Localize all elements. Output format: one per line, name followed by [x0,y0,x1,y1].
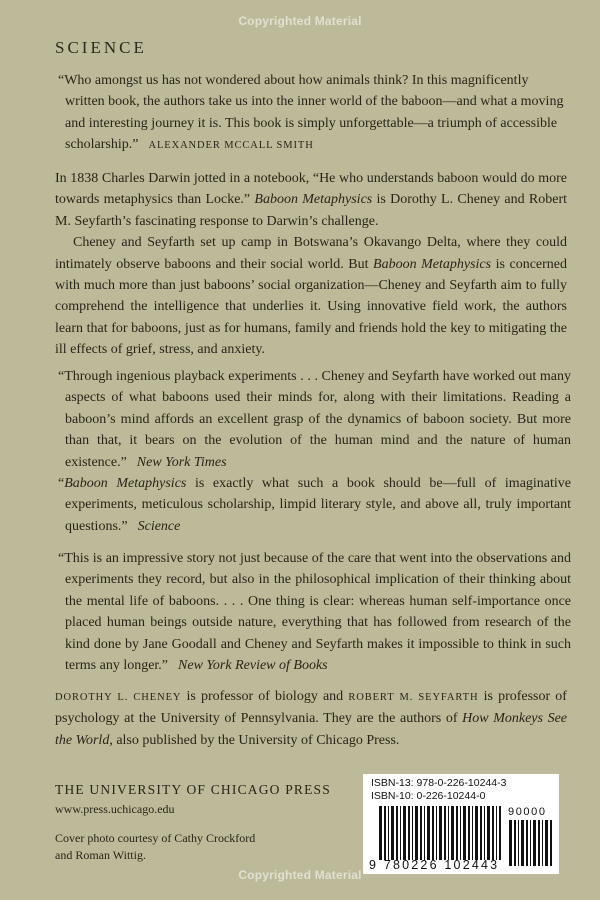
barcode-bar [463,806,466,860]
quote-attribution: ALEXANDER MCCALL SMITH [148,140,314,152]
barcode-bar [460,806,461,860]
barcode-bar [444,806,446,860]
bio-text: is professor of biology and [181,689,349,704]
isbn-13: ISBN-13: 978-0-226-10244-3 [371,777,507,789]
blurb-quote-3 [58,473,571,537]
author-name: ROBERT M. SEYFARTH [348,692,479,703]
barcode-bar [499,806,501,860]
author-bio [55,686,567,751]
description-paragraph-2 [55,232,567,360]
barcode-bar [496,806,497,860]
barcode-bar [492,806,494,860]
author-name: DOROTHY L. CHENEY [55,692,182,703]
barcode-bar [432,806,434,860]
publisher-name: THE UNIVERSITY OF CHICAGO PRESS [55,782,331,797]
barcode-bar [391,806,394,860]
barcode-bar [533,820,536,866]
barcode-bar [468,806,470,860]
barcode-bar [403,806,406,860]
quote-text: “Who amongst us has not wondered about how animals think? In this magnificently written book, the authors take us into the inner world of the baboon—and what a moving and interesting journey it is. This book is simply unforgettable—a triumph of accessible scholarship.” [58,73,564,153]
barcode-bar [472,806,473,860]
barcode-label [363,774,559,874]
barcode-bar [427,806,430,860]
barcode-bar [509,820,512,866]
book-title: Baboon Metaphysics [64,476,187,491]
barcode-bar [487,806,490,860]
description-text: Cheney and Seyfarth set up camp in Botswana’s Okavango Delta, where they could intimately observe baboons and their social world. But [55,235,567,272]
quote-text: “This is an impressive story not just because of the care that went into the observations and experiments they record, but also in the philosophical implication of their thinking about the mental life of baboons. . . . One thing is clear: whereas human self-importance once placed human beings outside nature, everything that has followed from research of the kind done by Jane Goodall and Cheney and Seyfarth makes it impossible to think in such terms any longer.” [58,551,571,674]
barcode-bar [388,806,389,860]
barcode-bar [545,820,548,866]
barcode-bar [542,820,543,866]
barcode-bar [424,806,425,860]
blurb-quote-2 [58,366,571,473]
barcode-bar [439,806,442,860]
publisher-url: www.press.uchicago.edu [55,802,175,816]
barcode-bar [396,806,398,860]
quote-text: “Through ingenious playback experiments . . . Cheney and Seyfarth have worked out many aspects of what baboons used their minds for, along with their limitations. Reading a baboon’s mind affords an excellent grasp of the dynamics of baboon society. But more than that, it bears on the evolution of the human mind and the nature of human existence.” [58,369,571,470]
section-label: SCIENCE [55,38,147,57]
quote-mark: “ [58,476,65,491]
description-text: In 1838 Charles Darwin jotted in a notebook, “He who understands baboon would do more towards metaphysics than Locke.” [55,171,567,208]
barcode-digits: 9 780226 102443 [369,858,500,872]
photo-credit: Cover photo courtesy of Cathy Crockford and Roman Wittig. [55,831,256,862]
watermark-bottom: Copyrighted Material [238,868,362,882]
barcode-bar [521,820,524,866]
barcode-bar [538,820,540,866]
barcode-bar [412,806,413,860]
barcode-bar [530,820,531,866]
barcode-bar [436,806,437,860]
barcode-bar [480,806,482,860]
watermark-top: Copyrighted Material [238,14,362,28]
description-text: is concerned with much more than just baboons’ social organization—Cheney and Seyfarth aim to fully comprehend the intelligence that underlies it. Using innovative field work, the authors learn that for baboons, just as for humans, family and friends hold the key to mitigating the ill effects of grief, stress, and anxiety. [55,256,568,358]
barcode-bar [550,820,552,866]
quote-text: is exactly what such a book should be—full of imaginative experiments, meticulous scholarship, limpid literary style, and above all, truly important questions.” [65,476,572,534]
barcode-bar [451,806,454,860]
book-title: How Monkeys See the World [55,711,567,748]
description-text: is Dorothy L. Cheney and Robert M. Seyfarth’s fascinating response to Darwin’s challenge. [55,192,568,229]
barcode-bar [379,806,382,860]
isbn-10: ISBN-10: 0-226-10244-0 [371,790,486,802]
barcode-bar [384,806,386,860]
blurb-quote-4 [58,548,571,676]
barcode-bar [526,820,528,866]
book-description [55,168,567,361]
barcode-bar [475,806,478,860]
barcode-bar [415,806,418,860]
book-title: Baboon Metaphysics [373,256,492,272]
book-title: Baboon Metaphysics [254,192,373,208]
blurb-quote-1 [58,70,571,157]
barcode-bar [400,806,401,860]
barcode-bar [484,806,485,860]
barcode-bar [456,806,458,860]
bio-text: is professor of psychology at the University of Pennsylvania. They are the authors of [55,689,567,727]
quote-attribution: New York Review of Books [178,658,328,674]
barcode-bar [518,820,519,866]
barcode-bar [448,806,449,860]
quote-attribution: New York Times [136,454,227,470]
barcode-bar [514,820,516,866]
barcode-addon-digits: 90000 [508,806,547,818]
bio-text: , also published by the University of Chicago Press. [109,732,400,748]
barcode-bar [420,806,422,860]
barcode-bar [408,806,410,860]
description-paragraph-1 [55,168,567,232]
quote-attribution: Science [137,518,181,534]
